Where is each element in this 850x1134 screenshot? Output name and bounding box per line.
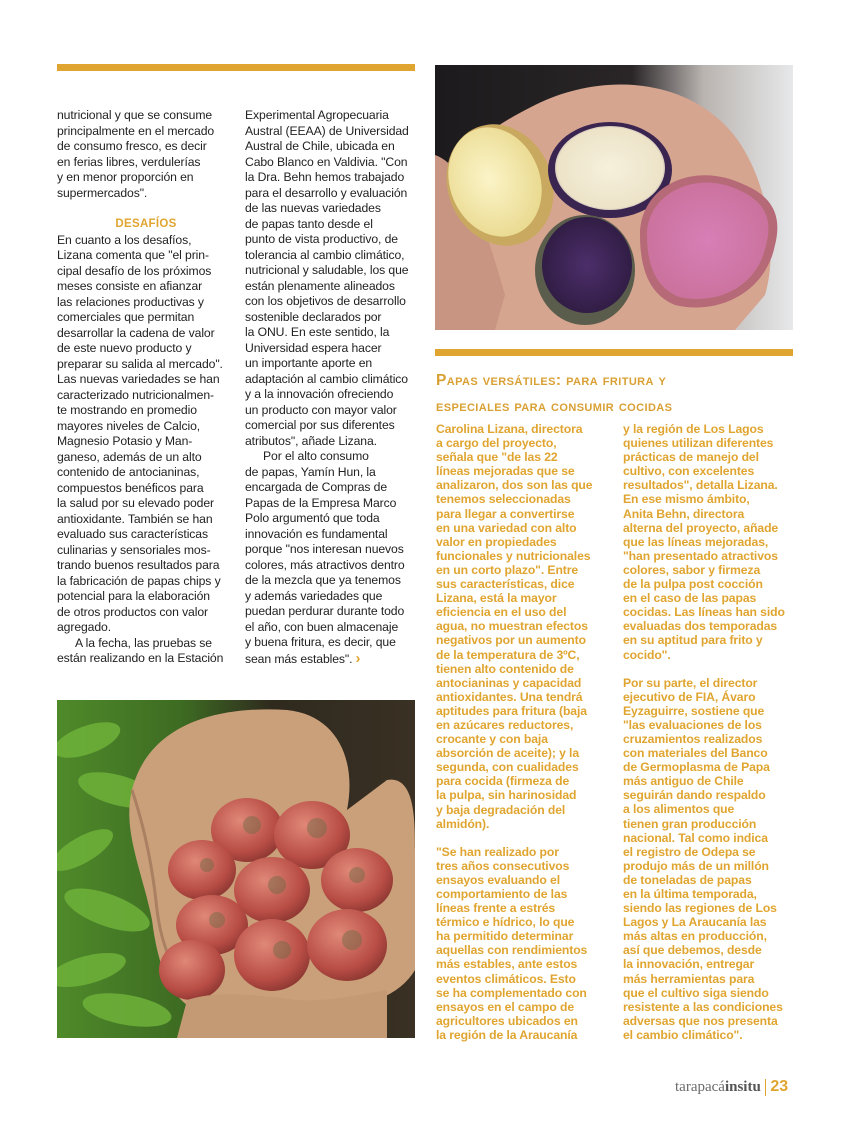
section-subheading: DESAFÍOS	[115, 218, 177, 230]
heading-line-2: especiales para consumir cocidas	[436, 398, 673, 415]
page-number: 23	[770, 1078, 789, 1095]
paragraph	[436, 422, 608, 831]
text-line: alterna del proyecto, añade	[623, 520, 779, 535]
text-line: ganeso, además de un alto	[57, 449, 202, 464]
text-line: para el desarrollo y evaluación	[245, 185, 408, 200]
text-line: antocianinas y capacidad	[436, 675, 582, 690]
text-line: adaptación al cambio climático	[245, 371, 408, 386]
text-line: supermercados".	[57, 185, 148, 200]
text-line: agua, no muestran efectos	[436, 619, 588, 634]
paragraph	[623, 676, 798, 1042]
text-line: En ese mismo ámbito,	[623, 492, 750, 507]
text-line: la Dra. Behn hemos trabajado	[245, 170, 405, 184]
text-line: Eyzaguirre, sostiene que	[623, 703, 765, 718]
text-line: evaluado sus características	[57, 527, 208, 541]
text-line: en azúcares reductores,	[436, 717, 574, 732]
text-line: resultados", detalla Lizana.	[623, 478, 778, 493]
top-accent-bar	[57, 64, 415, 71]
paragraph	[623, 422, 798, 662]
text-line: sean más estables". ›	[245, 649, 361, 667]
paragraph	[436, 845, 608, 1042]
text-line: culinarias y sensoriales mos-	[57, 542, 211, 557]
text-line: de papas, Yamín Hun, la	[245, 464, 376, 479]
text-line: nutricional y saludable, los que	[245, 263, 409, 277]
text-line: y a la innovación ofreciendo	[245, 387, 394, 401]
text-line: Lagos y La Araucanía las	[623, 915, 767, 930]
text-line: preparar su salida al mercado".	[57, 356, 223, 371]
text-line: de la pulpa post cocción	[623, 577, 763, 592]
text-line: la ONU. En este sentido, la	[245, 325, 390, 339]
text-line: innovación es fundamental	[245, 526, 388, 541]
text-line: principalmente en el mercado	[57, 123, 215, 138]
text-line: Cabo Blanco en Valdivia. "Con	[245, 154, 408, 169]
text-line: almidón).	[436, 816, 490, 831]
text-line: "han presentado atractivos	[623, 548, 778, 563]
text-line: ejecutivo de FIA, Ávaro	[623, 689, 756, 704]
text-line: Magnesio Potasio y Man-	[57, 434, 193, 448]
text-line: que las líneas mejoradas,	[623, 534, 769, 549]
heading-line-1: Papas versátiles: para fritura y	[436, 372, 667, 389]
text-line: con materiales del Banco	[623, 746, 768, 761]
text-line: comportamiento de las	[436, 887, 568, 901]
text-line: puedan perdurar durante todo	[245, 604, 405, 618]
text-line: en ferias libres, verdulerías	[57, 154, 201, 169]
text-line: cultivo, con excelentes	[623, 464, 755, 479]
text-line: en una variedad con alto	[436, 520, 577, 535]
text-line: compuestos benéficos para	[57, 480, 204, 495]
text-line: de este nuevo producto y	[57, 341, 192, 355]
text-line: líneas frente a estrés	[436, 901, 556, 916]
text-line: que el cultivo siga siendo	[623, 985, 769, 1000]
footer-divider	[765, 1079, 767, 1096]
magazine-brand	[675, 1079, 761, 1096]
text-line: y además variedades que	[245, 588, 383, 603]
text-line: segunda, con cualidades	[436, 760, 579, 775]
sidebar-accent-bar	[435, 349, 793, 356]
sidebar-column-2	[623, 422, 798, 1042]
text-line: quienes utilizan diferentes	[623, 436, 774, 451]
text-line: Lizana, está la mayor	[436, 591, 557, 606]
text-line: para llegar a convertirse	[436, 506, 575, 521]
text-line: seguirán dando respaldo	[623, 788, 766, 803]
text-line: el año, con buen almacenaje	[245, 619, 399, 634]
text-line: antioxidante. También se han	[57, 511, 213, 526]
text-line: sus características, dice	[436, 577, 575, 592]
text-line: En cuanto a los desafíos,	[57, 232, 192, 247]
text-line: y baja degradación del	[436, 802, 566, 817]
text-line: caracterizado nutricionalmen-	[57, 387, 214, 402]
text-line: un importante aporte en	[245, 356, 373, 370]
continue-arrow-icon: ›	[355, 649, 361, 667]
text-line: antioxidantes. Una tendrá	[436, 689, 583, 704]
text-line: Polo argumentó que toda	[245, 511, 380, 525]
text-line: el cambio climático".	[623, 1027, 743, 1042]
text-line: absorción de aceite); y la	[436, 746, 580, 761]
text-line: y buena fritura, es decir, que	[245, 635, 396, 649]
text-line: de Germoplasma de Papa	[623, 760, 770, 775]
text-line: Anita Behn, directora	[623, 506, 745, 521]
text-line: más herramientas para	[623, 971, 755, 986]
text-line: colores, sabor y firmeza	[623, 562, 761, 577]
text-line: la fabricación de papas chips y	[57, 573, 221, 588]
text-line: trando buenos resultados para	[57, 558, 220, 572]
text-line: se ha complementado con	[436, 985, 587, 1000]
text-line: tres años consecutivos	[436, 858, 570, 873]
text-line: crocante y con baja	[436, 732, 548, 747]
text-line: Carolina Lizana, directora	[436, 422, 583, 436]
text-line: tolerancia al cambio climático,	[245, 247, 405, 262]
text-line: de toneladas de papas	[623, 872, 752, 887]
text-line: están plenamente alineados	[245, 278, 395, 293]
text-line: ha permitido determinar	[436, 929, 574, 944]
text-line: sostenible declarados por	[245, 309, 382, 324]
text-line: encargada de Compras de	[245, 480, 388, 494]
text-line: potencial para la elaboración	[57, 589, 210, 603]
text-line: nacional. Tal como indica	[623, 830, 768, 845]
paragraph	[57, 233, 235, 636]
text-line: punto de vista productivo, de	[245, 232, 398, 246]
photo-colored-potatoes	[435, 65, 793, 330]
text-line: agricultores ubicados en	[436, 1013, 578, 1028]
text-line: resistente a las condiciones	[623, 999, 783, 1014]
page-footer	[675, 1078, 788, 1096]
text-line: para cocida (firmeza de	[436, 774, 570, 789]
text-line: funcionales y nutricionales	[436, 548, 591, 563]
text-line: la salud por su elevado poder	[57, 496, 215, 510]
text-line: las relaciones productivas y	[57, 294, 204, 309]
text-line: Por el alto consumo	[263, 449, 369, 463]
text-line: "Se han realizado por	[436, 844, 559, 859]
text-line: cocidas. Las líneas han sido	[623, 605, 785, 620]
brand-light: tarapacá	[675, 1078, 725, 1095]
photo-red-potatoes	[57, 700, 415, 1038]
text-line: tienen gran producción	[623, 816, 757, 831]
text-line: térmico e hídrico, lo que	[436, 915, 575, 930]
text-line: aptitudes para fritura (baja	[436, 703, 587, 718]
text-line: a los alimentos que	[623, 802, 735, 817]
text-line: la innovación, entregar	[623, 957, 755, 972]
text-line: atributos", añade Lizana.	[245, 433, 377, 448]
text-line: con los objetivos de desarrollo	[245, 294, 406, 308]
text-line: agregado.	[57, 620, 111, 634]
text-line: de las nuevas variedades	[245, 201, 381, 215]
text-line: cocido".	[623, 647, 671, 662]
text-line: de la temperatura de 3ºC,	[436, 647, 580, 662]
text-line: te mostrando en promedio	[57, 403, 197, 417]
text-line: de la mezcla que ya tenemos	[245, 573, 401, 587]
text-line: comercial por sus diferentes	[245, 418, 395, 432]
text-line: Papas de la Empresa Marco	[245, 495, 397, 510]
text-line: Lizana comenta que "el prin-	[57, 248, 209, 262]
text-line: señala que "de las 22	[436, 450, 558, 465]
text-line: cipal desafío de los próximos	[57, 263, 212, 278]
text-line: "las evaluaciones de los	[623, 717, 762, 732]
text-line: el registro de Odepa se	[623, 844, 756, 859]
text-line: Las nuevas variedades se han	[57, 372, 220, 386]
text-line: Por su parte, el director	[623, 675, 758, 690]
text-line: colores, más atractivos dentro	[245, 557, 405, 572]
text-line: más antiguo de Chile	[623, 774, 744, 789]
paragraph	[57, 108, 235, 201]
text-line: analizaron, dos son las que	[436, 478, 593, 493]
article-column-1	[57, 108, 235, 667]
paragraph	[245, 449, 420, 667]
text-line: líneas mejoradas que se	[436, 464, 575, 479]
text-line: Experimental Agropecuaria	[245, 108, 389, 122]
text-line: comerciales que permitan	[57, 310, 195, 324]
text-line: un producto con mayor valor	[245, 402, 397, 417]
text-line: la región de la Araucanía	[436, 1027, 578, 1042]
sidebar-column-1	[436, 422, 608, 1042]
sidebar-heading	[436, 368, 796, 420]
text-line: y la región de Los Lagos	[623, 422, 764, 436]
text-line: contenido de antocianinas,	[57, 465, 200, 479]
text-line: en el caso de las papas	[623, 591, 757, 606]
text-line: más estables, ante estos	[436, 957, 578, 972]
text-line: de papas tanto desde el	[245, 216, 373, 231]
text-line: ensayos en el campo de	[436, 999, 575, 1014]
text-line: evaluadas dos temporadas	[623, 619, 778, 634]
text-line: cruzamientos realizados	[623, 731, 763, 746]
text-line: valor en propiedades	[436, 534, 557, 549]
paragraph	[245, 108, 420, 449]
text-line: negativos por un aumento	[436, 633, 586, 648]
article-column-2	[245, 108, 420, 667]
text-line: meses consiste en afianzar	[57, 279, 203, 293]
text-line: mayores niveles de Calcio,	[57, 418, 201, 433]
text-line: Austral (EEAA) de Universidad	[245, 123, 409, 138]
text-line: nutricional y que se consume	[57, 108, 213, 122]
text-line: y en menor proporción en	[57, 170, 194, 184]
text-line: eficiencia en el uso del	[436, 605, 567, 620]
text-line: adversas que nos presenta	[623, 1013, 778, 1028]
text-line: aquellas con rendimientos	[436, 943, 588, 958]
text-line: de otros productos con valor	[57, 604, 208, 619]
text-line: Universidad espera hacer	[245, 340, 382, 355]
text-line: prácticas de manejo del	[623, 450, 759, 465]
text-line: están realizando en la Estación	[57, 651, 224, 665]
text-line: así que debemos, desde	[623, 943, 762, 958]
text-line: de consumo fresco, es decir	[57, 139, 207, 153]
paragraph	[57, 636, 235, 667]
text-line: en la última temporada,	[623, 887, 757, 901]
text-line: ensayos evaluando el	[436, 872, 560, 887]
text-line: en un corto plazo". Entre	[436, 562, 579, 577]
text-line: eventos climáticos. Esto	[436, 971, 576, 986]
text-line: tenemos seleccionadas	[436, 492, 571, 507]
text-line: Austral de Chile, ubicada en	[245, 139, 395, 153]
text-line: tienen alto contenido de	[436, 661, 574, 676]
text-line: A la fecha, las pruebas se	[75, 635, 212, 650]
text-line: más altas en producción,	[623, 929, 767, 944]
text-line: porque "nos interesan nuevos	[245, 542, 404, 556]
brand-bold: insitu	[724, 1078, 761, 1095]
text-line: en su aptitud para frito y	[623, 633, 763, 648]
text-line: desarrollar la cadena de valor	[57, 325, 215, 340]
text-line: a cargo del proyecto,	[436, 436, 557, 451]
text-line: siendo las regiones de Los	[623, 901, 777, 916]
text-line: produjo más de un millón	[623, 858, 769, 873]
text-line: la pulpa, sin harinosidad	[436, 788, 577, 803]
